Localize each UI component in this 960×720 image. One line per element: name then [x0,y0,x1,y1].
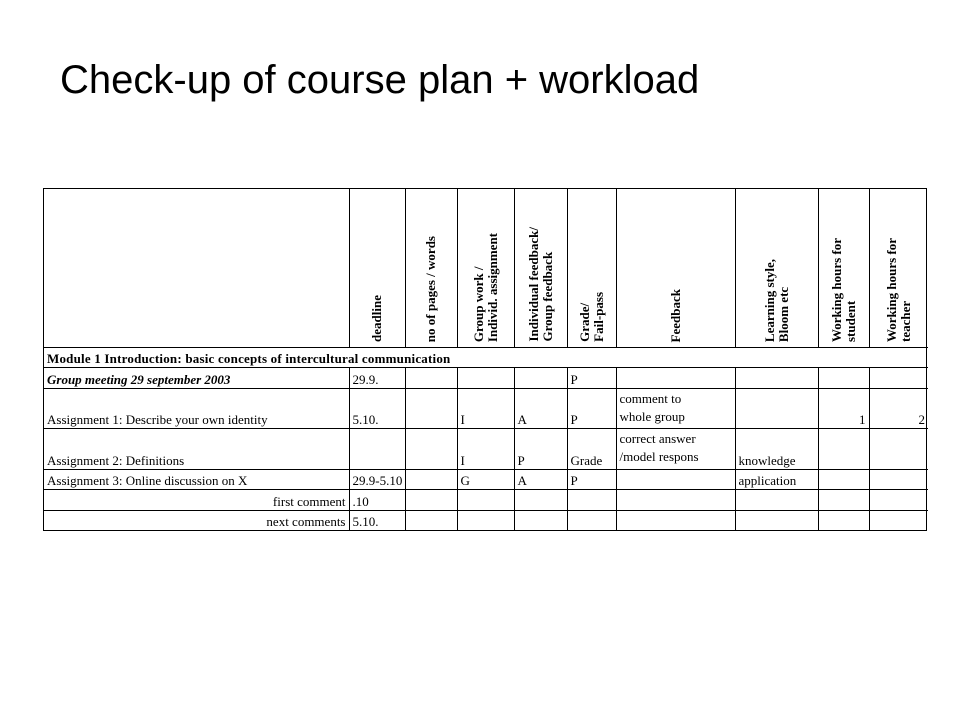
module-row [44,348,928,368]
header-row [44,189,928,348]
cell-learning [735,490,818,510]
cell-grade: Grade [567,429,616,470]
cell-grade: P [567,368,616,388]
table-row [44,510,928,530]
cell-pages [405,388,457,429]
header-group-work: Group work / Individ. assignment [457,189,514,348]
cell-indfb: A [514,470,567,490]
table-row [44,490,928,510]
course-plan-table [44,189,928,530]
cell-hours-student [818,368,869,388]
table-row [44,368,928,388]
cell-indfb [514,368,567,388]
row-name: Assignment 2: Definitions [44,429,349,470]
header-individual-feedback: Individual feedback/ Group feedback [514,189,567,348]
cell-group: G [457,470,514,490]
page-title: Check-up of course plan + workload [60,58,700,102]
header-hours-teacher: Working hours for teacher [869,189,928,348]
header-feedback: Feedback [616,189,735,348]
cell-group [457,368,514,388]
header-blank [44,189,349,348]
cell-group [457,510,514,530]
table-row [44,429,928,470]
cell-deadline: 29.9-5.10 [349,470,405,490]
cell-learning: knowledge [735,429,818,470]
cell-pages [405,470,457,490]
cell-pages [405,510,457,530]
table-row [44,470,928,490]
cell-indfb [514,510,567,530]
row-name: Assignment 1: Describe your own identity [44,388,349,429]
feedback-line-1: comment to [619,390,682,406]
cell-pages [405,490,457,510]
cell-learning [735,368,818,388]
cell-group: I [457,429,514,470]
row-name: first comment [44,490,349,510]
course-plan-table-container [43,188,927,531]
cell-hours-student: 1 [818,388,869,429]
feedback-line-2: whole group [619,408,685,424]
feedback-line-2: /model respons [619,449,699,465]
cell-grade: P [567,388,616,429]
header-learning-style: Learning style, Bloom etc [735,189,818,348]
cell-feedback [616,388,735,429]
row-name: Assignment 3: Online discussion on X [44,470,349,490]
cell-deadline: 5.10. [349,388,405,429]
table-row [44,388,928,429]
row-name: Group meeting 29 september 2003 [44,368,349,388]
cell-hours-teacher [869,368,928,388]
cell-grade [567,490,616,510]
cell-indfb: P [514,429,567,470]
cell-grade [567,510,616,530]
header-deadline: deadline [349,189,405,348]
cell-group [457,490,514,510]
cell-hours-student [818,490,869,510]
cell-hours-teacher [869,429,928,470]
cell-hours-student [818,429,869,470]
header-pages: no of pages / words [405,189,457,348]
cell-indfb: A [514,388,567,429]
cell-hours-student [818,470,869,490]
cell-deadline: .10 [349,490,405,510]
cell-pages [405,368,457,388]
cell-hours-teacher [869,470,928,490]
cell-hours-teacher [869,490,928,510]
cell-hours-teacher [869,510,928,530]
cell-grade: P [567,470,616,490]
cell-feedback [616,510,735,530]
cell-deadline: 29.9. [349,368,405,388]
cell-indfb [514,490,567,510]
cell-feedback [616,490,735,510]
cell-deadline [349,429,405,470]
cell-learning [735,510,818,530]
row-name: next comments [44,510,349,530]
cell-pages [405,429,457,470]
header-grade: Grade/ Fail-pass [567,189,616,348]
cell-feedback [616,470,735,490]
cell-feedback [616,368,735,388]
cell-learning: application [735,470,818,490]
module-title: Module 1 Introduction: basic concepts of intercultural communication [44,348,928,368]
cell-group: I [457,388,514,429]
cell-feedback [616,429,735,470]
cell-learning [735,388,818,429]
cell-hours-teacher: 2 [869,388,928,429]
cell-deadline: 5.10. [349,510,405,530]
header-hours-student: Working hours for student [818,189,869,348]
feedback-line-1: correct answer [619,431,696,447]
cell-hours-student [818,510,869,530]
